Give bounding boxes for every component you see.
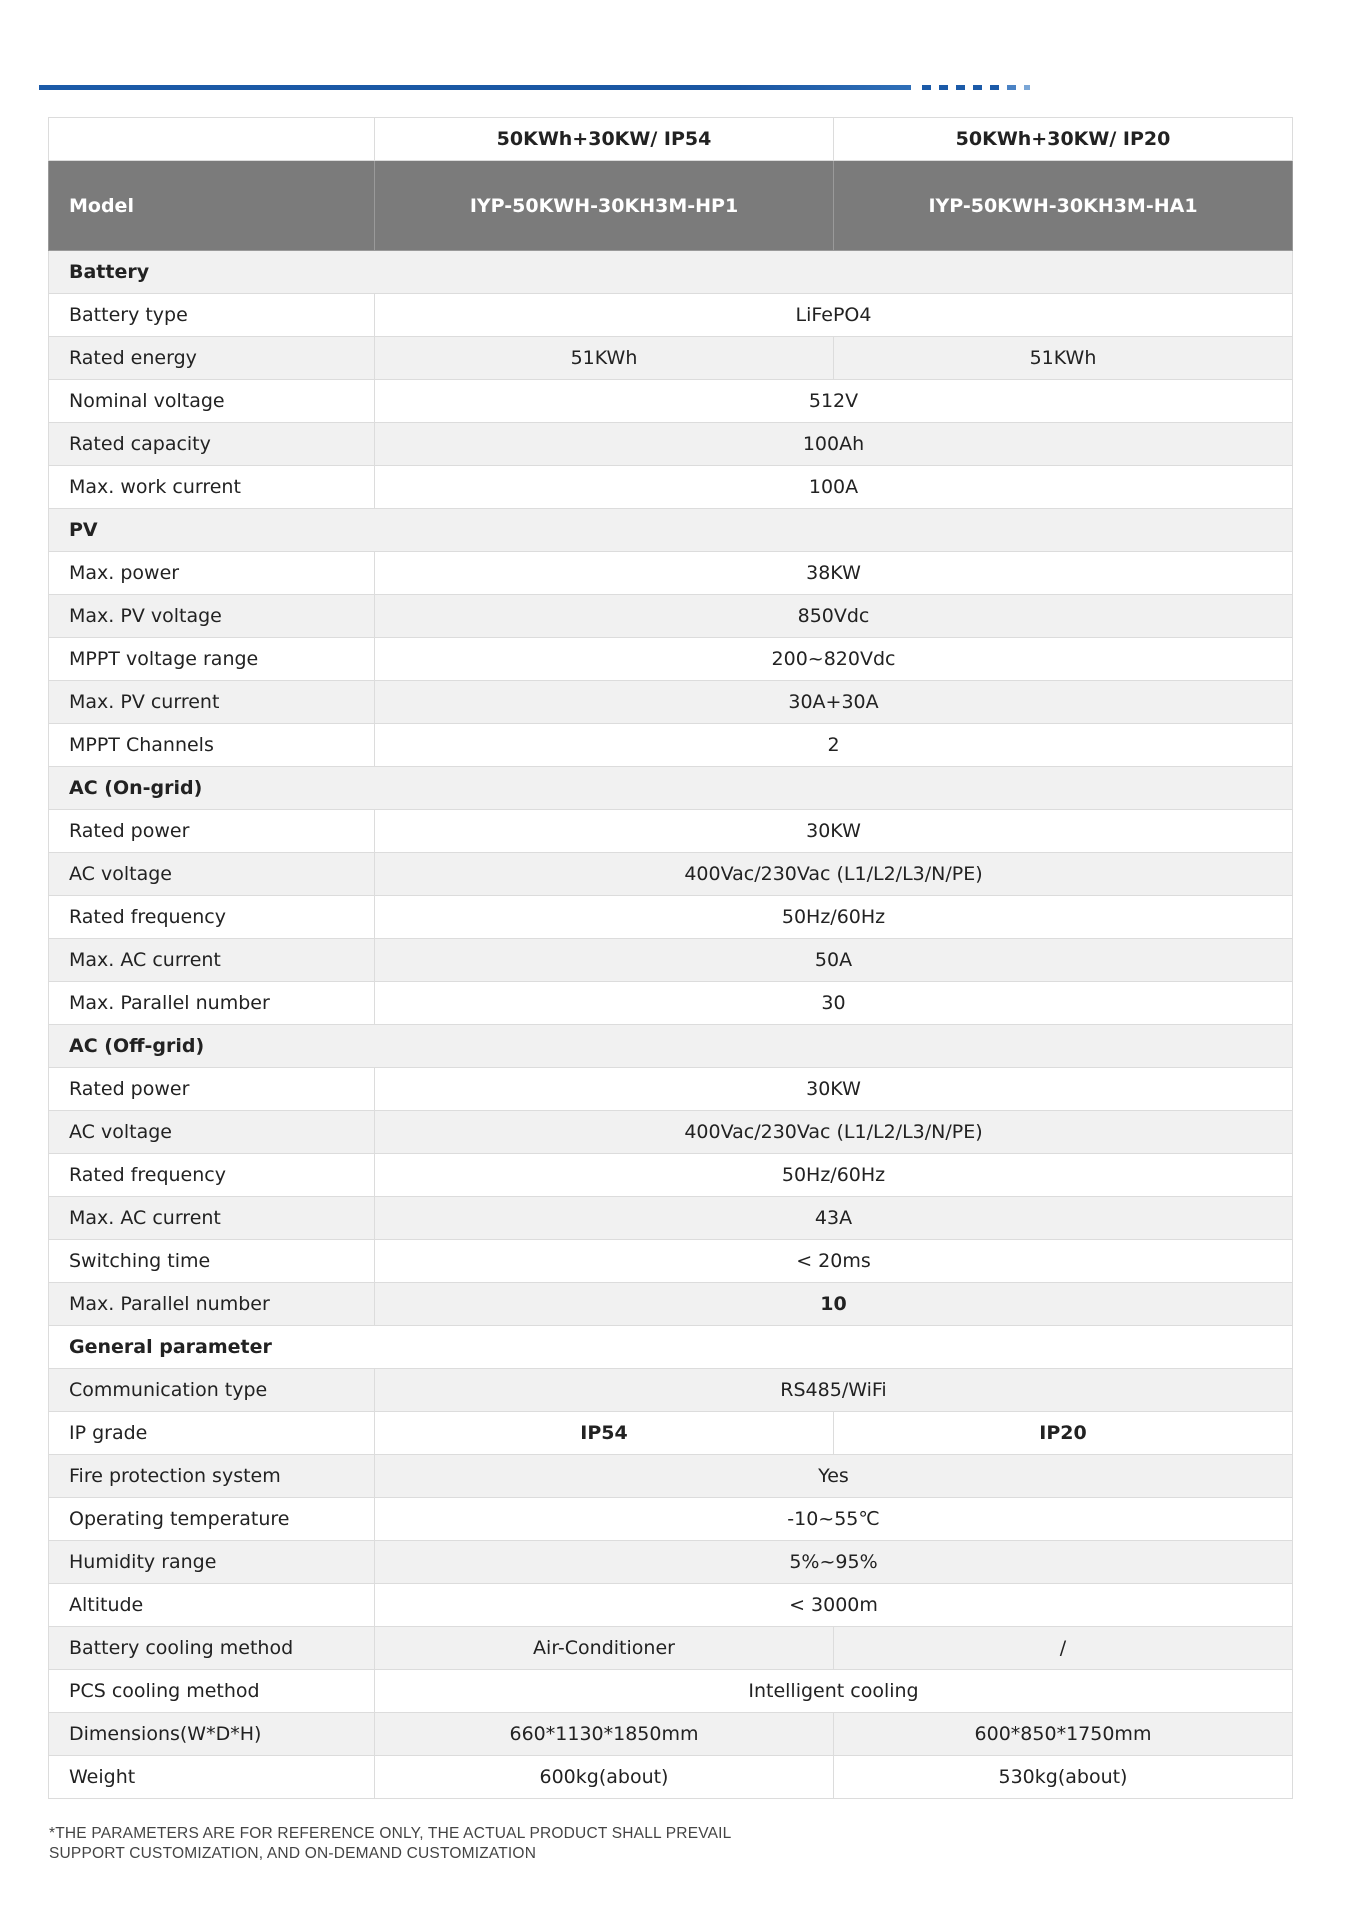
model-col2: IYP-50KWH-30KH3M-HA1	[834, 161, 1293, 251]
section-general	[49, 1326, 1293, 1369]
table-row: Altitude < 3000m	[49, 1584, 1293, 1627]
table-row: IP grade IP54 IP20	[49, 1412, 1293, 1455]
table-row: AC voltage 400Vac/230Vac (L1/L2/L3/N/PE)	[49, 853, 1293, 896]
table-row: Rated capacity 100Ah	[49, 423, 1293, 466]
table-row: Max. work current 100A	[49, 466, 1293, 509]
table-row: Battery cooling method Air-Conditioner /	[49, 1627, 1293, 1670]
spec-table	[48, 117, 1293, 1799]
section-title: General parameter	[49, 1326, 1293, 1369]
footnote-line2: SUPPORT CUSTOMIZATION, AND ON-DEMAND CUSTOMIZATION	[49, 1845, 537, 1862]
top-rule	[39, 85, 911, 90]
table-row: MPPT Channels 2	[49, 724, 1293, 767]
section-ac-on-grid	[49, 767, 1293, 810]
table-row: Max. PV voltage 850Vdc	[49, 595, 1293, 638]
table-row: Weight 600kg(about) 530kg(about)	[49, 1756, 1293, 1799]
table-row: Max. PV current 30A+30A	[49, 681, 1293, 724]
section-ac-off-grid	[49, 1025, 1293, 1068]
table-row: Nominal voltage 512V	[49, 380, 1293, 423]
table-row: MPPT voltage range 200~820Vdc	[49, 638, 1293, 681]
table-row: Battery type LiFePO4	[49, 294, 1293, 337]
table-row: Rated power 30KW	[49, 810, 1293, 853]
table-row: Rated frequency 50Hz/60Hz	[49, 896, 1293, 939]
config-col1: 50KWh+30KW/ IP54	[375, 118, 834, 161]
footnote-line1: *THE PARAMETERS ARE FOR REFERENCE ONLY, THE ACTUAL PRODUCT SHALL PREVAIL	[49, 1825, 732, 1842]
table-row: Max. AC current 50A	[49, 939, 1293, 982]
table-row: Fire protection system Yes	[49, 1455, 1293, 1498]
footnote	[49, 1824, 732, 1864]
table-row: Max. Parallel number 10	[49, 1283, 1293, 1326]
model-row	[49, 161, 1293, 251]
config-col2: 50KWh+30KW/ IP20	[834, 118, 1293, 161]
table-row: Max. Parallel number 30	[49, 982, 1293, 1025]
config-row	[49, 118, 1293, 161]
table-row: PCS cooling method Intelligent cooling	[49, 1670, 1293, 1713]
section-title: AC (Off-grid)	[49, 1025, 1293, 1068]
model-col1: IYP-50KWH-30KH3M-HP1	[375, 161, 834, 251]
table-row: Max. AC current 43A	[49, 1197, 1293, 1240]
table-row: Communication type RS485/WiFi	[49, 1369, 1293, 1412]
table-row: Switching time < 20ms	[49, 1240, 1293, 1283]
table-row: AC voltage 400Vac/230Vac (L1/L2/L3/N/PE)	[49, 1111, 1293, 1154]
table-row: Rated power 30KW	[49, 1068, 1293, 1111]
section-title: Battery	[49, 251, 1293, 294]
top-dashes	[922, 85, 1030, 90]
section-title: AC (On-grid)	[49, 767, 1293, 810]
table-row: Operating temperature -10~55℃	[49, 1498, 1293, 1541]
table-row: Rated energy 51KWh 51KWh	[49, 337, 1293, 380]
table-row: Max. power 38KW	[49, 552, 1293, 595]
table-row: Rated frequency 50Hz/60Hz	[49, 1154, 1293, 1197]
section-title: PV	[49, 509, 1293, 552]
table-row: Humidity range 5%~95%	[49, 1541, 1293, 1584]
section-pv	[49, 509, 1293, 552]
model-label: Model	[49, 161, 375, 251]
section-battery	[49, 251, 1293, 294]
table-row: Dimensions(W*D*H) 660*1130*1850mm 600*850*1750mm	[49, 1713, 1293, 1756]
